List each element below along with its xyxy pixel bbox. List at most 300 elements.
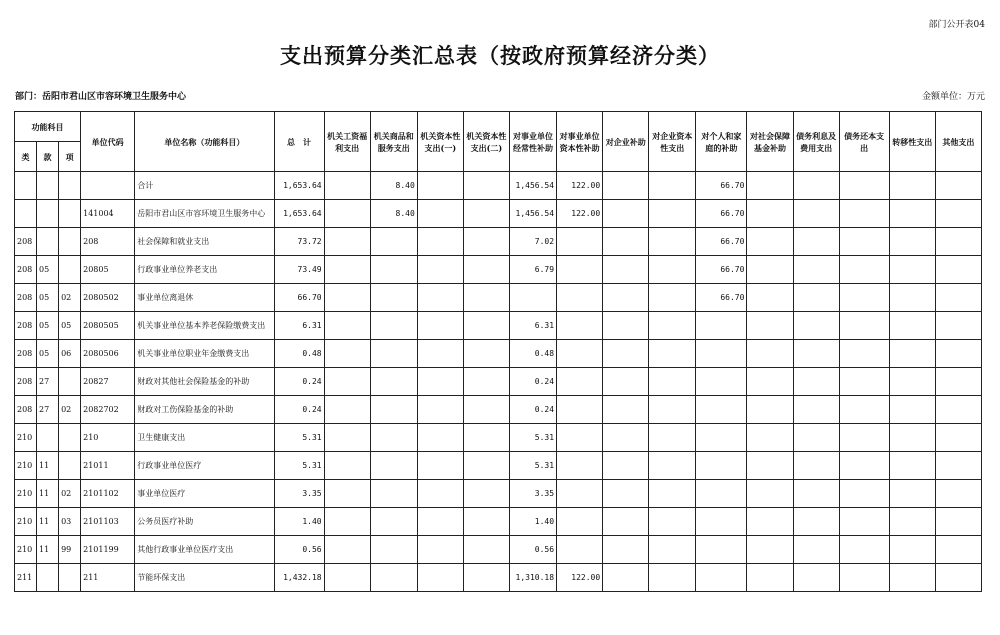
amount-cell: 5.31: [509, 452, 556, 480]
xiang-cell: 02: [59, 284, 81, 312]
total-cell: 6.31: [274, 312, 324, 340]
total-cell: 1.40: [274, 508, 324, 536]
unit-code-cell: 208: [81, 228, 135, 256]
table-row: [15, 200, 982, 228]
unit-name-cell: 事业单位离退休: [135, 284, 274, 312]
table-body: [15, 172, 982, 592]
amount-cell: [324, 396, 370, 424]
amount-cell: [935, 396, 981, 424]
amount-cell: [557, 256, 603, 284]
amount-cell: [696, 564, 747, 592]
amount-cell: [557, 508, 603, 536]
kuan-cell: [37, 424, 59, 452]
amount-cell: [747, 424, 793, 452]
amount-cell: [839, 452, 889, 480]
amount-cell: [649, 424, 696, 452]
table-row: [15, 452, 982, 480]
total-cell: 73.49: [274, 256, 324, 284]
amount-cell: [557, 312, 603, 340]
kuan-cell: 05: [37, 256, 59, 284]
table-row: [15, 256, 982, 284]
unit-code-cell: 211: [81, 564, 135, 592]
xiang-cell: [59, 256, 81, 284]
kuan-header: 款: [37, 142, 59, 172]
amount-cell: [324, 340, 370, 368]
amount-cell: [696, 340, 747, 368]
lei-header: 类: [15, 142, 37, 172]
xiang-cell: [59, 228, 81, 256]
unit-code-cell: 20827: [81, 368, 135, 396]
lei-cell: 210: [15, 424, 37, 452]
amount-cell: [793, 284, 839, 312]
amount-cell: [649, 228, 696, 256]
amount-cell: 66.70: [696, 256, 747, 284]
amount-cell: [935, 536, 981, 564]
amount-cell: [324, 256, 370, 284]
amount-cell: [557, 228, 603, 256]
table-row: [15, 396, 982, 424]
amount-cell: [935, 508, 981, 536]
lei-cell: 210: [15, 536, 37, 564]
total-cell: 1,432.18: [274, 564, 324, 592]
total-cell: 5.31: [274, 452, 324, 480]
amount-cell: [649, 256, 696, 284]
amount-cell: [417, 536, 463, 564]
amount-cell: [793, 256, 839, 284]
page-title: 支出预算分类汇总表（按政府预算经济分类）: [280, 43, 720, 68]
unit-code-cell: 21011: [81, 452, 135, 480]
amount-cell: [603, 312, 649, 340]
amount-cell: [603, 564, 649, 592]
amount-cell: 66.70: [696, 200, 747, 228]
amount-cell: [889, 536, 935, 564]
amount-cell: [839, 508, 889, 536]
amount-cell: [324, 536, 370, 564]
amount-cell: [557, 452, 603, 480]
amount-cell: [839, 256, 889, 284]
amount-cell: [603, 536, 649, 564]
table-row: [15, 480, 982, 508]
amount-cell: [839, 424, 889, 452]
unit-code-cell: 2101103: [81, 508, 135, 536]
amount-cell: [889, 480, 935, 508]
total-cell: 1,653.64: [274, 172, 324, 200]
amount-cell: [324, 228, 370, 256]
amount-cell: [370, 452, 417, 480]
amount-cell: [370, 564, 417, 592]
unit-name-cell: 卫生健康支出: [135, 424, 274, 452]
amount-cell: [649, 508, 696, 536]
amount-cell: [603, 508, 649, 536]
amount-cell: [417, 396, 463, 424]
econ-header: 其他支出: [935, 112, 981, 172]
amount-cell: [889, 200, 935, 228]
amount-cell: [839, 536, 889, 564]
amount-cell: [935, 200, 981, 228]
unit-name-cell: 社会保障和就业支出: [135, 228, 274, 256]
amount-cell: [793, 452, 839, 480]
amount-cell: [889, 284, 935, 312]
amount-cell: [417, 256, 463, 284]
amount-cell: 66.70: [696, 228, 747, 256]
econ-header: 债务利息及费用支出: [793, 112, 839, 172]
amount-cell: [839, 284, 889, 312]
amount-cell: [649, 368, 696, 396]
amount-cell: [603, 396, 649, 424]
amount-cell: [463, 508, 509, 536]
amount-cell: [603, 368, 649, 396]
kuan-cell: 11: [37, 508, 59, 536]
amount-cell: [747, 228, 793, 256]
amount-cell: [603, 172, 649, 200]
amount-cell: [839, 172, 889, 200]
amount-cell: [463, 368, 509, 396]
econ-header: 对企业补助: [603, 112, 649, 172]
amount-cell: 122.00: [557, 200, 603, 228]
amount-cell: [417, 452, 463, 480]
amount-cell: 122.00: [557, 172, 603, 200]
amount-cell: [370, 508, 417, 536]
amount-cell: [324, 508, 370, 536]
econ-header: 机关商品和服务支出: [370, 112, 417, 172]
budget-table: [14, 111, 982, 592]
amount-cell: [370, 424, 417, 452]
amount-cell: [463, 424, 509, 452]
amount-cell: [889, 452, 935, 480]
unit-name-cell: 行政事业单位医疗: [135, 452, 274, 480]
amount-cell: [417, 284, 463, 312]
kuan-cell: 05: [37, 284, 59, 312]
amount-cell: [649, 312, 696, 340]
xiang-cell: 06: [59, 340, 81, 368]
amount-cell: [649, 284, 696, 312]
unit-name-header: 单位名称（功能科目）: [135, 112, 274, 172]
amount-cell: 1,456.54: [509, 172, 556, 200]
econ-header: 对企业资本性支出: [649, 112, 696, 172]
amount-cell: [649, 200, 696, 228]
lei-cell: [15, 200, 37, 228]
table-row: [15, 228, 982, 256]
econ-header: 转移性支出: [889, 112, 935, 172]
amount-cell: 66.70: [696, 284, 747, 312]
amount-cell: [889, 228, 935, 256]
amount-cell: 6.79: [509, 256, 556, 284]
amount-cell: 3.35: [509, 480, 556, 508]
amount-cell: [417, 564, 463, 592]
unit-name-cell: 行政事业单位养老支出: [135, 256, 274, 284]
kuan-cell: 11: [37, 480, 59, 508]
amount-cell: [324, 312, 370, 340]
kuan-cell: [37, 228, 59, 256]
table-row: [15, 172, 982, 200]
amount-cell: 1,310.18: [509, 564, 556, 592]
amount-cell: [935, 340, 981, 368]
amount-cell: [417, 312, 463, 340]
amount-cell: [463, 312, 509, 340]
amount-cell: [417, 172, 463, 200]
amount-cell: [747, 564, 793, 592]
func-group-header: 功能科目: [15, 112, 81, 142]
amount-cell: 8.40: [370, 172, 417, 200]
amount-cell: 5.31: [509, 424, 556, 452]
amount-unit-label: 金额单位：万元: [921, 92, 985, 102]
total-cell: 3.35: [274, 480, 324, 508]
amount-cell: [557, 284, 603, 312]
amount-cell: 1.40: [509, 508, 556, 536]
amount-cell: [696, 396, 747, 424]
total-cell: 0.48: [274, 340, 324, 368]
amount-cell: [370, 312, 417, 340]
amount-cell: 7.02: [509, 228, 556, 256]
lei-cell: 208: [15, 340, 37, 368]
amount-cell: [747, 396, 793, 424]
total-cell: 0.24: [274, 368, 324, 396]
amount-cell: 0.24: [509, 368, 556, 396]
lei-cell: 208: [15, 312, 37, 340]
amount-cell: [557, 340, 603, 368]
amount-cell: [793, 312, 839, 340]
amount-cell: [793, 396, 839, 424]
amount-cell: [793, 228, 839, 256]
amount-cell: [747, 200, 793, 228]
amount-cell: [603, 200, 649, 228]
amount-cell: [793, 172, 839, 200]
unit-code-cell: 2101102: [81, 480, 135, 508]
amount-cell: [747, 452, 793, 480]
amount-cell: [935, 228, 981, 256]
amount-cell: [696, 536, 747, 564]
amount-cell: [935, 256, 981, 284]
amount-cell: 6.31: [509, 312, 556, 340]
lei-cell: 210: [15, 508, 37, 536]
amount-cell: [696, 480, 747, 508]
table-row: [15, 424, 982, 452]
amount-cell: [417, 200, 463, 228]
unit-code-cell: 210: [81, 424, 135, 452]
lei-cell: 208: [15, 368, 37, 396]
unit-name-cell: 节能环保支出: [135, 564, 274, 592]
lei-cell: 210: [15, 452, 37, 480]
amount-cell: [649, 480, 696, 508]
amount-cell: [747, 312, 793, 340]
amount-cell: [839, 340, 889, 368]
amount-cell: [603, 256, 649, 284]
amount-cell: [935, 564, 981, 592]
amount-cell: [370, 284, 417, 312]
amount-cell: [463, 480, 509, 508]
amount-cell: [935, 424, 981, 452]
amount-cell: [557, 424, 603, 452]
amount-cell: [463, 396, 509, 424]
amount-cell: [889, 396, 935, 424]
total-header: 总 计: [274, 112, 324, 172]
econ-header: 对社会保障基金补助: [747, 112, 793, 172]
amount-cell: [747, 172, 793, 200]
unit-name-cell: 机关事业单位职业年金缴费支出: [135, 340, 274, 368]
amount-cell: [417, 340, 463, 368]
xiang-cell: 03: [59, 508, 81, 536]
econ-header: 债务还本支出: [839, 112, 889, 172]
amount-cell: [417, 368, 463, 396]
amount-cell: [603, 452, 649, 480]
amount-cell: [557, 368, 603, 396]
table-row: [15, 564, 982, 592]
amount-cell: [463, 284, 509, 312]
econ-header: 机关资本性支出(一): [417, 112, 463, 172]
lei-cell: 208: [15, 256, 37, 284]
amount-cell: [889, 312, 935, 340]
amount-cell: [839, 396, 889, 424]
kuan-cell: 05: [37, 340, 59, 368]
lei-cell: [15, 172, 37, 200]
total-cell: 5.31: [274, 424, 324, 452]
amount-cell: [889, 368, 935, 396]
unit-code-cell: 2101199: [81, 536, 135, 564]
amount-cell: [747, 508, 793, 536]
unit-name-cell: 机关事业单位基本养老保险缴费支出: [135, 312, 274, 340]
amount-cell: [935, 284, 981, 312]
amount-cell: [370, 228, 417, 256]
amount-cell: [793, 536, 839, 564]
amount-cell: [889, 424, 935, 452]
table-row: [15, 508, 982, 536]
amount-cell: 1,456.54: [509, 200, 556, 228]
amount-cell: [696, 452, 747, 480]
amount-cell: [603, 340, 649, 368]
amount-cell: [324, 172, 370, 200]
amount-cell: [603, 228, 649, 256]
xiang-cell: 02: [59, 480, 81, 508]
table-row: [15, 284, 982, 312]
amount-cell: [696, 508, 747, 536]
amount-cell: [417, 424, 463, 452]
amount-cell: [324, 284, 370, 312]
amount-cell: [324, 452, 370, 480]
amount-cell: [747, 480, 793, 508]
amount-cell: 122.00: [557, 564, 603, 592]
total-cell: 0.56: [274, 536, 324, 564]
amount-cell: [370, 396, 417, 424]
amount-cell: [839, 564, 889, 592]
amount-cell: [324, 424, 370, 452]
amount-cell: [839, 368, 889, 396]
total-cell: 0.24: [274, 396, 324, 424]
kuan-cell: 11: [37, 452, 59, 480]
amount-cell: [839, 200, 889, 228]
unit-code-cell: 2080505: [81, 312, 135, 340]
xiang-cell: 99: [59, 536, 81, 564]
amount-cell: [324, 368, 370, 396]
unit-name-cell: 事业单位医疗: [135, 480, 274, 508]
amount-cell: [793, 200, 839, 228]
amount-cell: [370, 536, 417, 564]
amount-cell: 0.48: [509, 340, 556, 368]
kuan-cell: 11: [37, 536, 59, 564]
total-cell: 1,653.64: [274, 200, 324, 228]
xiang-cell: [59, 564, 81, 592]
xiang-cell: [59, 200, 81, 228]
amount-cell: [370, 368, 417, 396]
kuan-cell: 27: [37, 368, 59, 396]
econ-header: 对事业单位经常性补助: [509, 112, 556, 172]
amount-cell: [935, 480, 981, 508]
amount-cell: [463, 256, 509, 284]
amount-cell: [793, 368, 839, 396]
amount-cell: [839, 228, 889, 256]
amount-cell: 66.70: [696, 172, 747, 200]
amount-cell: [324, 564, 370, 592]
econ-header: 机关工资福利支出: [324, 112, 370, 172]
amount-cell: [603, 424, 649, 452]
amount-cell: [649, 452, 696, 480]
amount-cell: [839, 480, 889, 508]
kuan-cell: [37, 564, 59, 592]
kuan-cell: [37, 172, 59, 200]
amount-cell: 8.40: [370, 200, 417, 228]
xiang-cell: [59, 368, 81, 396]
amount-cell: [324, 480, 370, 508]
amount-cell: [463, 340, 509, 368]
unit-name-cell: 其他行政事业单位医疗支出: [135, 536, 274, 564]
table-header: [15, 112, 982, 172]
amount-cell: [793, 480, 839, 508]
unit-code-cell: 2082702: [81, 396, 135, 424]
amount-cell: [935, 368, 981, 396]
xiang-cell: [59, 172, 81, 200]
total-cell: 73.72: [274, 228, 324, 256]
amount-cell: [696, 368, 747, 396]
table-row: [15, 340, 982, 368]
amount-cell: [793, 340, 839, 368]
amount-cell: [747, 340, 793, 368]
amount-cell: [649, 536, 696, 564]
amount-cell: [747, 536, 793, 564]
lei-cell: 211: [15, 564, 37, 592]
amount-cell: [839, 312, 889, 340]
amount-cell: [935, 172, 981, 200]
amount-cell: [603, 480, 649, 508]
amount-cell: [417, 228, 463, 256]
amount-cell: [889, 508, 935, 536]
xiang-cell: 05: [59, 312, 81, 340]
unit-code-cell: 20805: [81, 256, 135, 284]
table-row: [15, 368, 982, 396]
table-row: [15, 536, 982, 564]
amount-cell: [603, 284, 649, 312]
econ-header: 对个人和家庭的补助: [696, 112, 747, 172]
amount-cell: [793, 564, 839, 592]
unit-code-header: 单位代码: [81, 112, 135, 172]
xiang-header: 项: [59, 142, 81, 172]
amount-cell: [463, 200, 509, 228]
kuan-cell: 05: [37, 312, 59, 340]
amount-cell: [463, 228, 509, 256]
unit-name-cell: 合计: [135, 172, 274, 200]
amount-cell: [417, 508, 463, 536]
lei-cell: 210: [15, 480, 37, 508]
amount-cell: [557, 396, 603, 424]
unit-code-cell: 2080502: [81, 284, 135, 312]
lei-cell: 208: [15, 284, 37, 312]
amount-cell: [463, 564, 509, 592]
econ-header: 机关资本性支出(二): [463, 112, 509, 172]
xiang-cell: [59, 424, 81, 452]
amount-cell: [747, 256, 793, 284]
amount-cell: [463, 536, 509, 564]
kuan-cell: [37, 200, 59, 228]
unit-name-cell: 岳阳市君山区市容环境卫生服务中心: [135, 200, 274, 228]
econ-header: 对事业单位资本性补助: [557, 112, 603, 172]
